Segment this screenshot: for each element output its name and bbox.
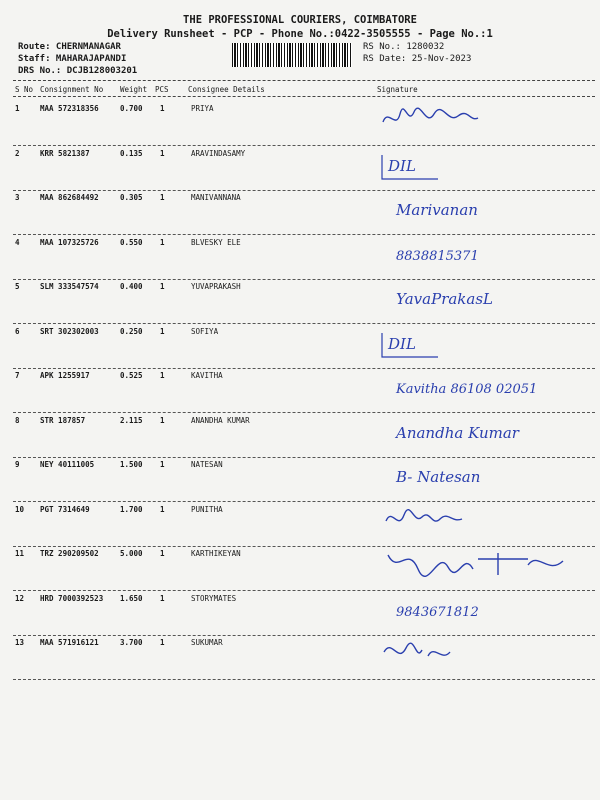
signature-cell <box>378 100 588 140</box>
signature-cell <box>378 634 588 674</box>
row-sno: 11 <box>15 549 25 558</box>
table-row <box>0 460 600 504</box>
table-row <box>0 193 600 237</box>
table-row <box>0 327 600 371</box>
signature-text: DIL <box>388 156 416 175</box>
col-pcs: PCS <box>155 85 169 94</box>
row-weight: 2.115 <box>120 415 143 425</box>
row-pcs: 1 <box>160 638 165 647</box>
row-weight: 3.700 <box>120 638 143 647</box>
row-weight: 1.700 <box>120 504 143 514</box>
row-consignee: BLVESKY ELE <box>191 237 241 247</box>
handwritten-signature <box>378 590 588 632</box>
signature-stroke <box>386 509 462 520</box>
signature-cell <box>378 278 588 318</box>
row-consignment: MAA 862684492 <box>40 193 99 202</box>
row-sno: 10 <box>15 504 25 514</box>
table-row <box>0 594 600 638</box>
row-consignee: ARAVINDASAMY <box>191 148 246 158</box>
row-consignment: SRT 302302003 <box>40 326 99 336</box>
row-consignment: SLM 333547574 <box>40 282 99 291</box>
barcode <box>232 43 352 67</box>
row-sno: 8 <box>15 415 20 425</box>
table-row <box>0 149 600 193</box>
row-consignment: MAA 107325726 <box>40 237 99 247</box>
row-sno: 6 <box>15 326 20 336</box>
header-rule-top <box>13 80 595 81</box>
table-row <box>0 282 600 326</box>
col-consignment: Consignment No <box>40 85 104 94</box>
rs-number: RS No.: 1280032 <box>363 42 445 52</box>
row-weight: 0.525 <box>120 371 143 380</box>
rs-date: RS Date: 25-Nov-2023 <box>363 54 472 64</box>
row-weight: 0.550 <box>120 237 143 247</box>
handwritten-signature <box>378 501 588 543</box>
row-sno: 4 <box>15 237 20 247</box>
signature-cell <box>378 234 588 274</box>
signature-text: DIL <box>388 334 416 353</box>
row-weight: 1.500 <box>120 460 143 469</box>
signature-cell <box>378 412 588 452</box>
row-sno: 12 <box>15 593 25 603</box>
row-consignee: ANANDHA KUMAR <box>191 415 250 425</box>
row-consignment: HRD 7000392523 <box>40 593 104 603</box>
row-sno: 5 <box>15 282 20 291</box>
table-row <box>0 416 600 460</box>
row-consignee: YUVAPRAKASH <box>191 282 241 291</box>
row-consignee: KAVITHA <box>191 371 223 380</box>
row-pcs: 1 <box>160 282 165 291</box>
row-pcs: 1 <box>160 549 165 558</box>
row-sno: 3 <box>15 193 20 202</box>
row-sno: 1 <box>15 104 20 113</box>
col-signature: Signature <box>377 85 418 94</box>
staff-label: Staff: MAHARAJAPANDI <box>18 54 127 64</box>
signature-text: 8838815371 <box>396 248 479 264</box>
row-weight: 0.700 <box>120 104 143 113</box>
row-sno: 13 <box>15 638 25 647</box>
signature-text: 9843671812 <box>396 604 479 620</box>
handwritten-signature <box>378 367 588 409</box>
drs-number: DRS No.: DCJB128003201 <box>18 66 138 76</box>
row-consignee: PUNITHA <box>191 504 223 514</box>
row-pcs: 1 <box>160 593 165 603</box>
row-consignee: NATESAN <box>191 460 223 469</box>
row-sno: 9 <box>15 460 20 469</box>
runsheet-title: Delivery Runsheet - PCP - Phone No.:0422-3505555 - Page No.:1 <box>107 28 493 40</box>
row-consignment: PGT 7314649 <box>40 504 90 514</box>
row-pcs: 1 <box>160 104 165 113</box>
row-pcs: 1 <box>160 237 165 247</box>
signature-cell <box>378 545 588 585</box>
signature-cell <box>378 590 588 630</box>
signature-cell <box>378 456 588 496</box>
handwritten-signature <box>378 545 588 587</box>
signature-cell <box>378 323 588 363</box>
table-row <box>0 104 600 148</box>
handwritten-signature <box>378 323 588 365</box>
signature-cell <box>378 501 588 541</box>
row-weight: 0.135 <box>120 148 143 158</box>
signature-cell <box>378 367 588 407</box>
table-row <box>0 371 600 415</box>
row-pcs: 1 <box>160 460 165 469</box>
handwritten-signature <box>378 278 588 320</box>
col-consignee: Consignee Details <box>188 85 265 94</box>
row-weight: 1.650 <box>120 593 143 603</box>
row-pcs: 1 <box>160 371 165 380</box>
row-consignment: STR 187857 <box>40 415 86 425</box>
header-rule-bottom <box>13 96 595 97</box>
signature-text: Kavitha 86108 02051 <box>396 382 538 397</box>
handwritten-signature <box>378 145 588 187</box>
row-weight: 5.000 <box>120 549 143 558</box>
row-weight: 0.250 <box>120 326 143 336</box>
row-weight: 0.400 <box>120 282 143 291</box>
col-weight: Weight <box>120 85 148 94</box>
row-pcs: 1 <box>160 415 165 425</box>
row-consignee: STORYMATES <box>191 593 237 603</box>
signature-stroke <box>388 553 563 576</box>
signature-text: Anandha Kumar <box>396 423 519 442</box>
handwritten-signature <box>378 456 588 498</box>
handwritten-signature <box>378 100 588 142</box>
company-title: THE PROFESSIONAL COURIERS, COIMBATORE <box>183 14 417 26</box>
signature-text: YavaPrakasL <box>396 290 493 308</box>
signature-cell <box>378 145 588 185</box>
row-consignment: NEY 40111005 <box>40 460 95 469</box>
handwritten-signature <box>378 189 588 231</box>
row-consignee: KARTHIKEYAN <box>191 549 241 558</box>
route-label: Route: CHERNMANAGAR <box>18 42 121 52</box>
col-sno: S No <box>15 85 34 94</box>
row-pcs: 1 <box>160 193 165 202</box>
row-pcs: 1 <box>160 148 165 158</box>
row-sno: 2 <box>15 148 20 158</box>
row-weight: 0.305 <box>120 193 143 202</box>
handwritten-signature <box>378 234 588 276</box>
table-row <box>0 638 600 682</box>
row-pcs: 1 <box>160 326 165 336</box>
table-row <box>0 505 600 549</box>
row-consignment: MAA 571916121 <box>40 638 99 647</box>
signature-cell <box>378 189 588 229</box>
handwritten-signature <box>378 634 588 676</box>
row-consignee: SOFIYA <box>191 326 219 336</box>
row-consignee: PRIYA <box>191 104 214 113</box>
row-consignee: MANIVANNANA <box>191 193 241 202</box>
table-row <box>0 549 600 593</box>
signature-text: Marivanan <box>396 201 478 219</box>
signature-stroke <box>384 643 450 656</box>
signature-stroke <box>383 108 478 122</box>
table-row <box>0 238 600 282</box>
row-consignment: TRZ 290209502 <box>40 549 99 558</box>
row-pcs: 1 <box>160 504 165 514</box>
row-consignee: SUKUMAR <box>191 638 223 647</box>
handwritten-signature <box>378 412 588 454</box>
row-divider <box>13 679 595 680</box>
row-consignment: APK 1255917 <box>40 371 90 380</box>
row-sno: 7 <box>15 371 20 380</box>
row-consignment: MAA 572318356 <box>40 104 99 113</box>
row-consignment: KRR 5821387 <box>40 148 90 158</box>
signature-text: B- Natesan <box>396 468 481 486</box>
